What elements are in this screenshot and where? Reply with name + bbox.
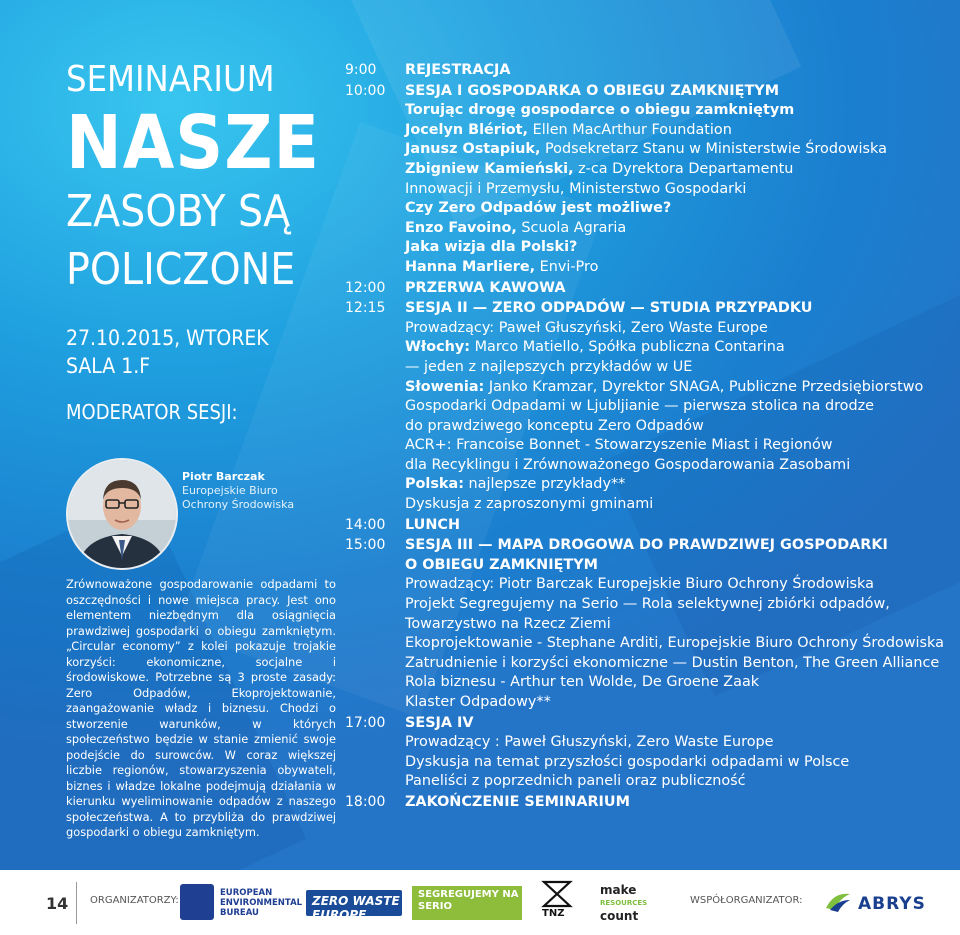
- session-heading: PRZERWA KAWOWA: [405, 279, 566, 296]
- agenda-line: [405, 575, 955, 595]
- agenda-text: Gospodarki Odpadami w Ljubljianie — pierwsza stolica na drodze: [405, 398, 875, 415]
- organizers-label: ORGANIZATORZY:: [90, 895, 179, 906]
- footer: [0, 870, 960, 935]
- agenda-line: [405, 634, 955, 654]
- session-heading: SESJA III — MAPA DROGOWA DO PRAWDZIWEJ GOSPODARKI: [405, 537, 888, 554]
- abrys-logo-text: ABRYS: [858, 894, 926, 914]
- moderator-heading: MODERATOR SESJI:: [66, 400, 238, 424]
- agenda-line: [405, 61, 955, 81]
- title-line-2: NASZE: [66, 100, 320, 186]
- agenda-text: Scuola Agraria: [516, 219, 627, 236]
- agenda-text: najlepsze przykłady**: [463, 476, 626, 493]
- agenda-text: Marco Matiello, Spółka publiczna Contarina: [470, 339, 785, 356]
- agenda-text: Innowacji i Przemysłu, Ministerstwo Gospodarki: [405, 180, 747, 197]
- zwe-logo-text: ZERO WASTE EUROPE: [312, 894, 400, 922]
- agenda-line: [405, 772, 955, 792]
- agenda-line: [405, 121, 955, 141]
- agenda-text: Prowadzący : Paweł Głuszyński, Zero Waste Europe: [405, 734, 774, 751]
- eu-stars-icon: [180, 884, 214, 920]
- moderator-name: Piotr Barczak: [182, 470, 265, 483]
- agenda-bold-text: Czy Zero Odpadów jest możliwe?: [405, 200, 672, 217]
- agenda-item: [345, 299, 955, 515]
- agenda-line: [405, 160, 955, 180]
- moderator-avatar: [66, 458, 178, 570]
- agenda-line: [405, 714, 955, 734]
- agenda-time: 10:00: [345, 82, 386, 99]
- agenda-line: [405, 536, 955, 556]
- agenda-line: [405, 219, 955, 239]
- agenda-line: [405, 238, 955, 258]
- agenda-line: [405, 258, 955, 278]
- agenda-bold-text: Jaka wizja dla Polski?: [405, 239, 578, 256]
- agenda-time: 9:00: [345, 62, 377, 78]
- agenda-text: Dyskusja na temat przyszłości gospodarki odpadami w Polsce: [405, 753, 850, 770]
- agenda-line: [405, 673, 955, 693]
- agenda-text: Towarzystwo na Rzecz Ziemi: [405, 615, 611, 632]
- agenda-text: Ekoprojektowanie - Stephane Arditi, Europejskie Biuro Ochrony Środowiska: [405, 635, 944, 652]
- agenda-line: [405, 299, 955, 319]
- agenda-text: Ellen MacArthur Foundation: [528, 121, 732, 138]
- agenda-line: [405, 733, 955, 753]
- agenda-time: 18:00: [345, 793, 386, 810]
- agenda-item: [345, 536, 955, 712]
- agenda-text: dla Recyklingu i Zrównoważonego Gospodarowania Zasobami: [405, 456, 851, 473]
- session-heading: REJESTRACJA: [405, 62, 511, 78]
- agenda-line: [405, 753, 955, 773]
- agenda-item: [345, 714, 955, 792]
- agenda-line: [405, 516, 955, 536]
- agenda-text: — jeden z najlepszych przykładów w UE: [405, 358, 693, 375]
- agenda-line: [405, 397, 955, 417]
- abrys-leaf-icon: [824, 890, 852, 912]
- tnz-logo-text: TNZ: [542, 908, 565, 919]
- agenda-text: Prowadzący: Piotr Barczak Europejskie Biuro Ochrony Środowiska: [405, 576, 874, 593]
- agenda-line: [405, 199, 955, 219]
- session-heading: LUNCH: [405, 516, 460, 533]
- title-line-4: POLICZONE: [66, 244, 296, 295]
- agenda-line: [405, 615, 955, 635]
- segregujemy-na-serio-logo: [412, 880, 522, 924]
- event-room: SALA 1.F: [66, 354, 151, 378]
- seminar-description: Zrównoważone gospodarowanie odpadami to oszczędności i nowe miejsca pracy. Jest ono elementem niezbędnym dla osiągnięcia prawdziwej gospodarki o obiegu zamkniętym. „Circular economy” z kolei pokazuje trojakie korzyści: ekonomiczne, socjalne i środowiskowe. Potrzebne są 3 proste zasady: Zero Odpadów, Ekoprojektowanie, zaangażowanie władz i biznesu. Chodzi o stworzenie warunków, w których społeczeństwo będzie w stanie zmienić swoje podejście do surowców. W coraz większej liczbie regionów, stowarzyszenia obywateli, biznes i władze lokalne podejmują działania w kierunku wyeliminowanie odpadów z naszego społeczeństwa. A to przybliża do prawdziwej gospodarki o obiegu zamkniętym.: [66, 577, 336, 839]
- agenda: [345, 60, 955, 813]
- agenda-bold-text: Enzo Favoino,: [405, 219, 517, 236]
- zero-waste-europe-logo: [306, 880, 402, 924]
- agenda-text: Projekt Segregujemy na Serio — Rola selektywnej zbiórki odpadów,: [405, 596, 890, 613]
- agenda-text: Zatrudnienie i korzyści ekonomiczne — Dustin Benton, The Green Alliance: [405, 654, 940, 671]
- session-heading: SESJA I GOSPODARKA O OBIEGU ZAMKNIĘTYM: [405, 82, 780, 99]
- agenda-bold-text: Zbigniew Kamieński,: [405, 160, 574, 177]
- agenda-line: [405, 436, 955, 456]
- agenda-item: [345, 61, 955, 81]
- ss-logo-text: SEGREGUJEMY NA SERIO: [418, 889, 519, 912]
- agenda-line: [405, 319, 955, 339]
- agenda-line: [405, 693, 955, 713]
- agenda-time: 17:00: [345, 714, 386, 731]
- agenda-line: [405, 180, 955, 200]
- agenda-line: [405, 475, 955, 495]
- mrc-line-1: make: [600, 883, 637, 897]
- title-line-1: SEMINARIUM: [66, 59, 275, 100]
- agenda-line: [405, 495, 955, 515]
- title-line-3: ZASOBY SĄ: [66, 186, 291, 237]
- agenda-line: [405, 358, 955, 378]
- agenda-item: [345, 793, 955, 813]
- agenda-bold-text: Janusz Ostapiuk,: [405, 141, 541, 158]
- agenda-line: [405, 556, 955, 576]
- moderator-organization: Europejskie Biuro Ochrony Środowiska: [182, 484, 295, 511]
- eeb-logo-text: EUROPEAN ENVIRONMENTAL BUREAU: [220, 888, 303, 918]
- agenda-line: [405, 654, 955, 674]
- session-heading: O OBIEGU ZAMKNIĘTYM: [405, 556, 598, 573]
- agenda-bold-text: Włochy:: [405, 339, 471, 356]
- agenda-line: [405, 378, 955, 398]
- person-photo-icon: [68, 460, 176, 568]
- agenda-text: Paneliści z poprzednich paneli oraz publiczność: [405, 773, 746, 790]
- agenda-time: 14:00: [345, 516, 386, 533]
- agenda-bold-text: Jocelyn Blériot,: [405, 121, 529, 138]
- page-number: 14: [46, 894, 69, 913]
- agenda-bold-text: Polska:: [405, 476, 464, 493]
- mrc-line-3: count: [600, 909, 639, 923]
- agenda-bold-text: Słowenia:: [405, 378, 485, 395]
- agenda-line: [405, 793, 955, 813]
- make-resources-count-logo: [598, 880, 668, 924]
- tnz-mark-icon: [540, 880, 574, 908]
- agenda-text: z-ca Dyrektora Departamentu: [573, 160, 794, 177]
- agenda-time: 12:15: [345, 300, 386, 317]
- mrc-line-2: RESOURCES: [600, 899, 648, 907]
- agenda-line: [405, 417, 955, 437]
- agenda-line: [405, 338, 955, 358]
- agenda-text: Podsekretarz Stanu w Ministerstwie Środowiska: [540, 141, 887, 158]
- agenda-line: [405, 140, 955, 160]
- agenda-line: [405, 101, 955, 121]
- agenda-text: ACR+: Francoise Bonnet - Stowarzyszenie Miast i Regionów: [405, 437, 833, 454]
- agenda-bold-text: Hanna Marliere,: [405, 258, 536, 275]
- agenda-text: Klaster Odpadowy**: [405, 694, 551, 710]
- agenda-text: Dyskusja z zaproszonymi gminami: [405, 496, 654, 513]
- agenda-text: do prawdziwego konceptu Zero Odpadów: [405, 417, 704, 434]
- agenda-text: Envi-Pro: [535, 258, 599, 275]
- event-date: 27.10.2015, WTOREK: [66, 326, 269, 350]
- tnz-logo: [540, 880, 574, 924]
- agenda-time: 12:00: [345, 279, 386, 296]
- agenda-line: [405, 82, 955, 102]
- session-heading: SESJA IV: [405, 714, 474, 731]
- eeb-logo: [180, 880, 303, 924]
- agenda-item: [345, 82, 955, 278]
- session-heading: SESJA II — ZERO ODPADÓW — STUDIA PRZYPADKU: [405, 300, 813, 317]
- abrys-logo: [822, 880, 932, 924]
- agenda-item: [345, 279, 955, 299]
- agenda-item: [345, 516, 955, 536]
- agenda-text: Prowadzący: Paweł Głuszyński, Zero Waste Europe: [405, 319, 768, 336]
- footer-divider: [76, 882, 77, 924]
- agenda-text: Rola biznesu - Arthur ten Wolde, De Groene Zaak: [405, 674, 760, 691]
- agenda-line: [405, 279, 955, 299]
- agenda-line: [405, 595, 955, 615]
- agenda-bold-text: Torując drogę gospodarce o obiegu zamkniętym: [405, 102, 795, 119]
- agenda-line: [405, 456, 955, 476]
- agenda-text: Janko Kramzar, Dyrektor SNAGA, Publiczne Przedsiębiorstwo: [484, 378, 924, 395]
- co-organizer-label: WSPÓŁORGANIZATOR:: [690, 895, 803, 906]
- session-heading: ZAKOŃCZENIE SEMINARIUM: [405, 793, 630, 810]
- agenda-time: 15:00: [345, 537, 386, 554]
